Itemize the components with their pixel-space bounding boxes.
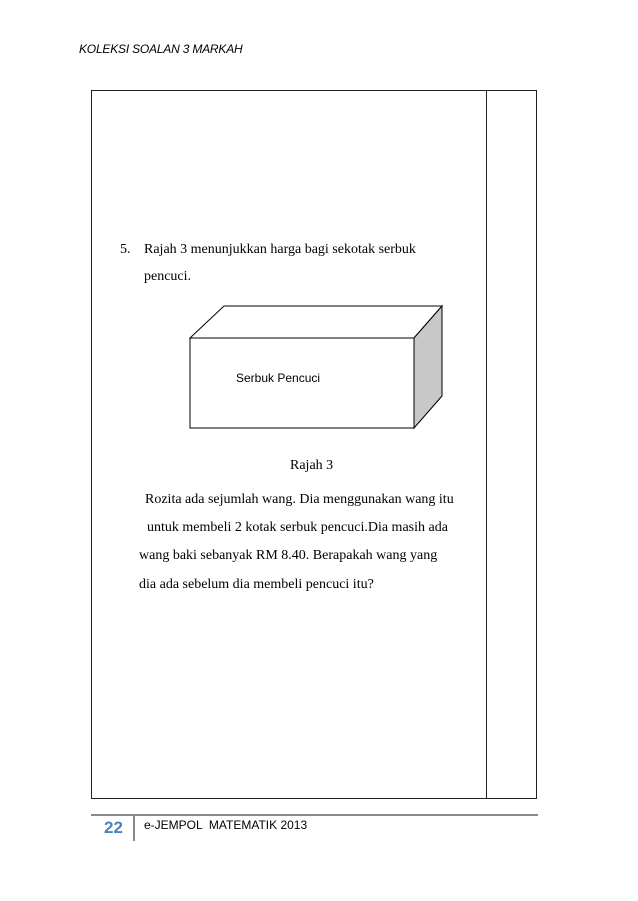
footer-rule [91, 814, 538, 816]
figure-caption: Rajah 3 [290, 458, 334, 473]
question-paragraph-line-4: dia ada sebelum dia membeli pencuci itu? [139, 577, 374, 592]
question-intro-line-2: pencuci. [144, 269, 192, 284]
footer-title: e-JEMPOL MATEMATIK 2013 [144, 818, 308, 832]
marks-column-divider [486, 90, 487, 799]
question-paragraph-line-1: Rozita ada sejumlah wang. Dia menggunakan wang itu [145, 492, 454, 507]
question-paragraph-line-2: untuk membeli 2 kotak serbuk pencuci.Dia masih ada [147, 520, 448, 535]
question-frame [91, 90, 537, 799]
box-top-face [190, 306, 442, 338]
question-intro-line-1: Rajah 3 menunjukkan harga bagi sekotak serbuk [144, 242, 416, 257]
question-number: 5. [120, 242, 131, 257]
detergent-box-illustration [188, 304, 444, 430]
page-number: 22 [104, 818, 123, 837]
page-header-title: KOLEKSI SOALAN 3 MARKAH [79, 42, 243, 56]
box-label: Serbuk Pencuci [236, 371, 321, 385]
footer-separator [133, 814, 135, 841]
question-paragraph-line-3: wang baki sebanyak RM 8.40. Berapakah wang yang [139, 548, 438, 563]
